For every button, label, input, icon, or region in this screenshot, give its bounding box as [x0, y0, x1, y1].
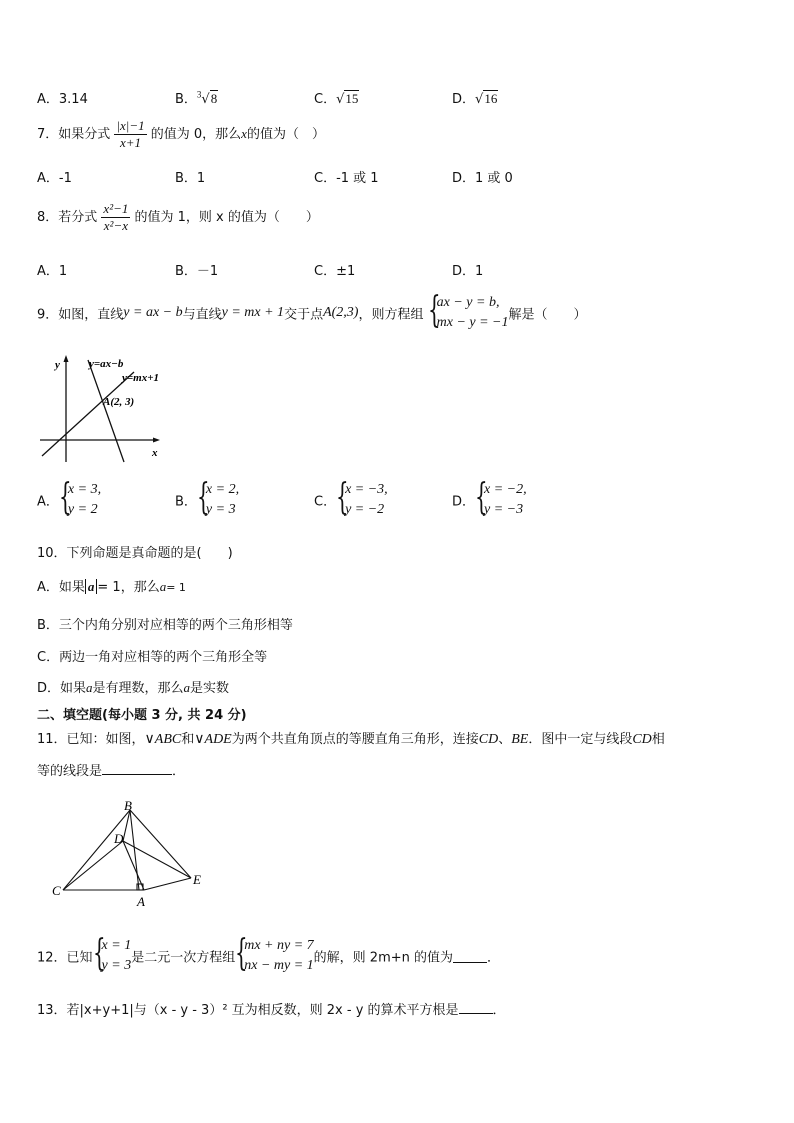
radicand: 15 [345, 91, 359, 106]
sys-line-1: ax − y = b, [436, 295, 500, 310]
option-system [336, 477, 388, 520]
option-system [475, 477, 527, 520]
segment-ba [130, 810, 139, 890]
segment-cd [63, 841, 123, 890]
sys-line-1: x = −2, [484, 482, 527, 497]
label-d: D [114, 831, 124, 846]
q10-option-b: B．三个内角分别对应相等的两个三角形相等 [37, 618, 293, 633]
q10-stem: 10．下列命题是真命题的是( ) [37, 546, 233, 561]
root-index: 3 [196, 89, 202, 100]
q6-option-c-label: C． [314, 92, 337, 107]
q9-option-a [37, 477, 102, 520]
option-d-var1: a [86, 680, 93, 695]
option-label: A． [37, 494, 59, 510]
answer-blank[interactable] [102, 762, 172, 775]
segment-be [130, 810, 191, 878]
q12-system-1 [92, 933, 132, 976]
segment-da [123, 841, 144, 890]
q12-prefix: 12．已知 [37, 950, 93, 966]
sqrt-sign: √ [336, 92, 345, 107]
label-e: E [193, 872, 201, 887]
q8-suffix: 的值为 1，则 x 的值为（ ） [134, 210, 319, 225]
sys-line-1: x = 1 [101, 938, 132, 953]
radicand: 8 [210, 91, 218, 106]
option-label: C． [314, 494, 337, 510]
answer-blank[interactable] [453, 950, 487, 963]
numerator: x²−1 [103, 201, 129, 216]
q7-stem [37, 118, 325, 151]
sqrt-sign: √ [201, 92, 210, 107]
q6-option-d-label: D． [452, 92, 476, 107]
q11-tri1: ∨ABC [144, 732, 182, 747]
sys-line-2: y = 3 [205, 502, 236, 517]
brace-icon: { [336, 477, 349, 518]
y-axis-arrow-icon [64, 355, 69, 362]
q6-option-b-label: B． [175, 92, 197, 107]
option-a-end: = 1 [166, 581, 186, 594]
line1-label: y=ax−b [89, 358, 124, 370]
q13-prefix: 13．若|x+y+1|与（x - y - 3）² 互为相反数，则 2x - y 的算术平方根是 [37, 1003, 459, 1018]
q11-sep: 、 [498, 732, 512, 747]
q10-option-a [37, 576, 186, 595]
segment-de [123, 841, 191, 878]
x-axis-arrow-icon [153, 438, 160, 443]
q9-mid3: ，则方程组 [358, 307, 424, 323]
q6-option-d [452, 88, 498, 107]
radicand: 16 [484, 91, 498, 106]
option-system [196, 477, 240, 520]
sys-line-1: x = −3, [345, 482, 388, 497]
label-a: A [137, 894, 145, 909]
option-system [58, 477, 102, 520]
option-d-mid: 是有理数，那么 [92, 681, 184, 696]
q9-mid2: 交于点 [284, 307, 324, 323]
q8-stem [37, 201, 319, 234]
q9-stem [37, 290, 587, 333]
denominator: x+1 [120, 135, 142, 150]
sys-line-2: y = 3 [101, 958, 132, 973]
q11-mid: 为两个共直角顶点的等腰直角三角形，连接 [231, 732, 479, 747]
q12-period: ． [487, 950, 501, 966]
q8-prefix: 8．若分式 [37, 210, 98, 225]
abs-value: a [85, 579, 98, 594]
point-a-label: A(2, 3) [103, 396, 135, 408]
sys-line-2: y = 2 [67, 502, 98, 517]
q8-option-b: B．－1 [175, 264, 219, 279]
q13-stem [37, 999, 506, 1018]
q11-seg1: CD [478, 732, 499, 747]
segment-ae [144, 878, 191, 890]
q12-mid: 是二元一次方程组 [131, 950, 236, 966]
q6-option-a: A．3.14 [37, 92, 88, 107]
option-label: D． [452, 494, 476, 510]
q9-point: A(2,3) [323, 305, 359, 320]
q11-stem-line2 [37, 760, 185, 779]
q7-suffix: 的值为（ ） [246, 127, 325, 142]
q12-suffix: 的解，则 2m+n 的值为 [313, 950, 454, 966]
q8-option-c: C．±1 [314, 264, 356, 279]
q11-tri2: ∨ADE [194, 732, 232, 747]
q11-stem [37, 728, 665, 748]
q10-option-d [37, 677, 229, 696]
option-a-var: a [159, 579, 167, 594]
brace-icon: { [196, 477, 210, 518]
option-a-mid: = 1，那么 [97, 580, 160, 595]
sys-line-1: x = 2, [205, 482, 240, 497]
sys-line-2: mx − y = −1 [436, 315, 509, 330]
q9-prefix: 9．如图，直线 [37, 307, 124, 323]
x-label: x [152, 447, 158, 459]
option-d-end: 是实数 [190, 681, 230, 696]
q11-prefix: 11．已知：如图， [37, 732, 145, 747]
brace-icon: { [235, 933, 248, 974]
sys-line-2: nx − my = 1 [244, 958, 314, 973]
q13-period: ． [492, 1003, 506, 1018]
q9-graph [36, 350, 171, 465]
line-ax-b [88, 360, 124, 462]
q11-end: 相 [651, 732, 665, 747]
option-label: B． [175, 494, 197, 510]
line2-label: y=mx+1 [122, 372, 159, 384]
q9-eq1: y = ax − b [123, 305, 183, 320]
section-heading: 二、填空题(每小题 3 分, 共 24 分) [37, 708, 247, 723]
q7-option-d: D．1 或 0 [452, 171, 513, 186]
q9-option-d [452, 477, 527, 520]
q9-suffix: 解是（ ） [508, 307, 587, 323]
y-label: y [55, 359, 60, 371]
segment-cb [63, 810, 130, 890]
q9-eq2: y = mx + 1 [221, 305, 285, 320]
brace-icon: { [58, 477, 72, 518]
q11-seg3: CD [632, 732, 652, 747]
q11-period: ． [172, 764, 186, 779]
q8-fraction [101, 201, 130, 234]
brace-icon: { [427, 290, 441, 331]
q12-stem [37, 933, 501, 976]
q11-figure [48, 798, 218, 910]
q9-option-c [314, 477, 388, 520]
sys-line-1: mx + ny = 7 [244, 938, 314, 953]
q7-option-b: B．1 [175, 171, 206, 186]
brace-icon: { [92, 933, 106, 974]
q7-fraction [114, 118, 146, 151]
q12-system-2 [235, 933, 314, 976]
q8-option-d: D．1 [452, 264, 484, 279]
brace-icon: { [475, 477, 488, 518]
q9-mid1: 与直线 [182, 307, 222, 323]
q9-option-b [175, 477, 240, 520]
q11-mid2: ．图中一定与线段 [528, 732, 633, 747]
numerator: |x|−1 [116, 118, 145, 133]
option-a-prefix: A．如果 [37, 580, 85, 595]
option-d-var2: a [183, 680, 191, 695]
q11-and: 和 [181, 732, 195, 747]
sys-line-2: y = −3 [484, 502, 524, 517]
line-mx-1 [42, 372, 134, 456]
q6-option-b [175, 88, 218, 107]
sys-line-1: x = 3, [67, 482, 102, 497]
option-d-prefix: D．如果 [37, 681, 87, 696]
q7-option-c: C．-1 或 1 [314, 171, 379, 186]
label-c: C [52, 883, 61, 898]
q11-line2: 等的线段是 [37, 764, 103, 779]
q10-option-c: C．两边一角对应相等的两个三角形全等 [37, 650, 268, 665]
q7-mid: 的值为 0，那么 [150, 127, 242, 142]
sys-line-2: y = −2 [345, 502, 385, 517]
q7-var: x [241, 126, 247, 141]
q8-option-a: A．1 [37, 264, 68, 279]
denominator: x²−x [103, 218, 128, 233]
q6-option-c [314, 88, 359, 107]
answer-blank[interactable] [459, 1001, 493, 1014]
q11-seg2: BE [511, 732, 529, 747]
q9-equation-system [427, 290, 509, 333]
label-b: B [124, 798, 132, 813]
q7-prefix: 7．如果分式 [37, 127, 111, 142]
q7-option-a: A．-1 [37, 171, 72, 186]
sqrt-sign: √ [475, 92, 484, 107]
